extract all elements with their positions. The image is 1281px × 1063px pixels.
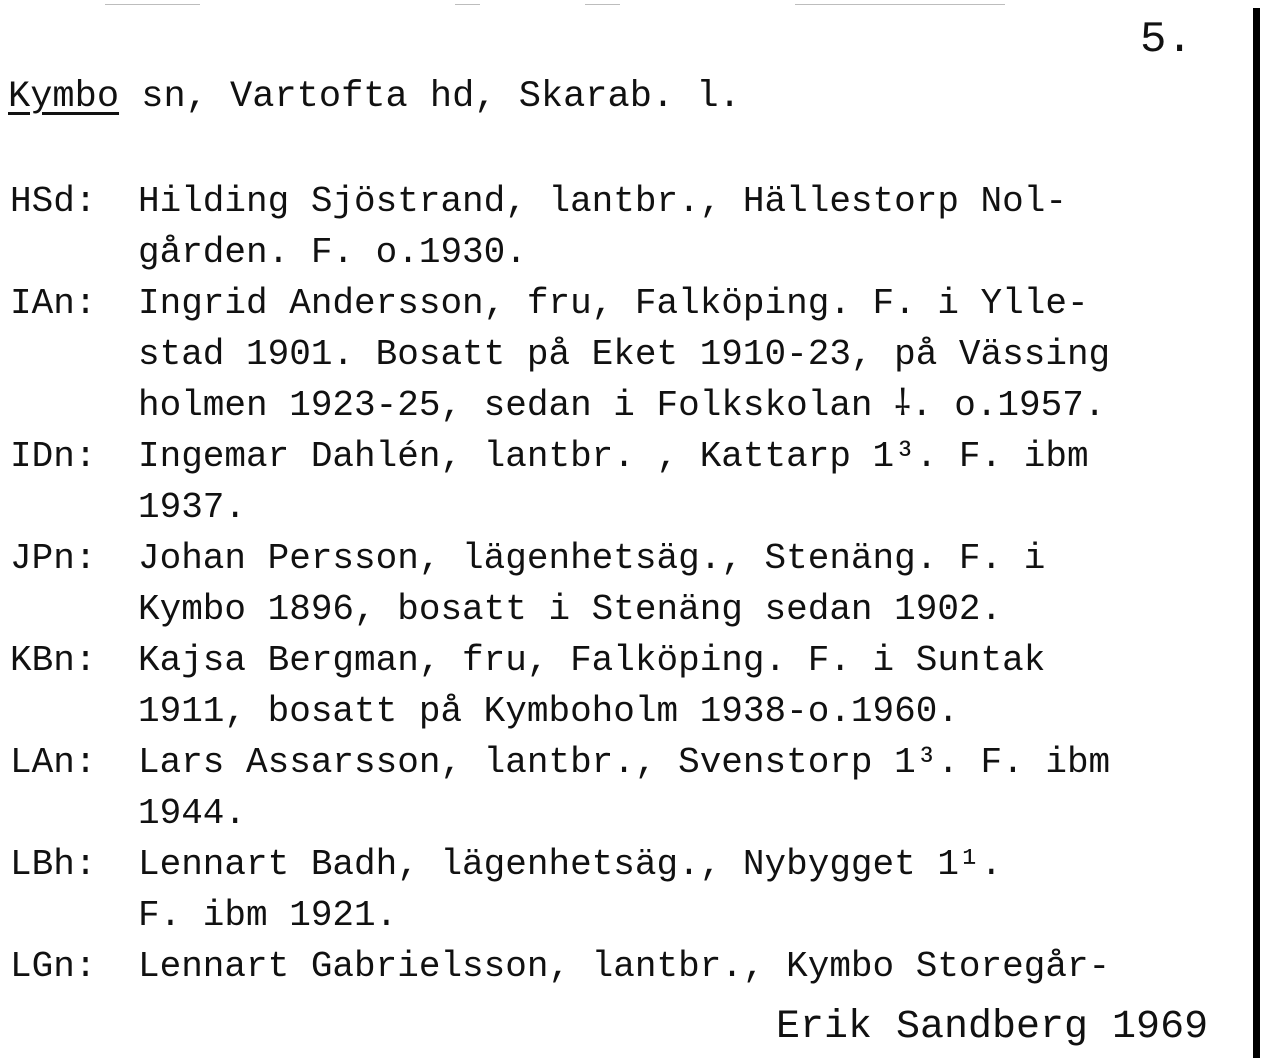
author-signature: Erik Sandberg 1969 [776, 1005, 1209, 1050]
scan-speck [455, 4, 480, 5]
informant-entry [10, 635, 1255, 737]
informant-text: Hilding Sjöstrand, lantbr., Hällestorp Nol- gården. F. o.1930. [138, 181, 1067, 273]
informant-code: LBh: [10, 844, 97, 885]
informant-text: Lars Assarsson, lantbr., Svenstorp 1³. F. ibm 1944. [138, 742, 1111, 834]
informant-code: IDn: [10, 436, 97, 477]
informant-entry [10, 176, 1255, 278]
scan-speck [795, 4, 1005, 5]
heading-rest: sn, Vartofta hd, Skarab. l. [119, 76, 741, 118]
informant-code: IAn: [10, 283, 97, 324]
informant-entry [10, 431, 1255, 533]
informant-list [10, 176, 1255, 992]
informant-text: Ingrid Andersson, fru, Falköping. F. i Ylle- stad 1901. Bosatt på Eket 1910-23, på Vässing holmen 1923-25, sedan i Folkskolan ⸸. o.1957. [138, 283, 1111, 426]
scan-speck [105, 4, 200, 5]
informant-entry [10, 839, 1255, 941]
informant-entry [10, 533, 1255, 635]
informant-text: Lennart Gabrielsson, lantbr., Kymbo Storegår- [138, 946, 1111, 987]
informant-entry [10, 737, 1255, 839]
informant-entry [10, 941, 1255, 992]
informant-code: LAn: [10, 742, 97, 783]
informant-code: JPn: [10, 538, 97, 579]
heading-place: Kymbo [8, 76, 120, 118]
informant-text: Ingemar Dahlén, lantbr. , Kattarp 1³. F. ibm 1937. [138, 436, 1089, 528]
scan-specks [0, 4, 1281, 7]
informant-entry [10, 278, 1255, 431]
scan-speck [585, 4, 620, 5]
informant-code: LGn: [10, 946, 97, 987]
page-number: 5. [1140, 15, 1193, 65]
informant-text: Johan Persson, lägenhetsäg., Stenäng. F. i Kymbo 1896, bosatt i Stenäng sedan 1902. [138, 538, 1046, 630]
informant-code: HSd: [10, 181, 97, 222]
card-heading [8, 76, 741, 118]
informant-code: KBn: [10, 640, 97, 681]
informant-text: Kajsa Bergman, fru, Falköping. F. i Suntak 1911, bosatt på Kymboholm 1938-o.1960. [138, 640, 1046, 732]
informant-text: Lennart Badh, lägenhetsäg., Nybygget 1¹. F. ibm 1921. [138, 844, 1003, 936]
